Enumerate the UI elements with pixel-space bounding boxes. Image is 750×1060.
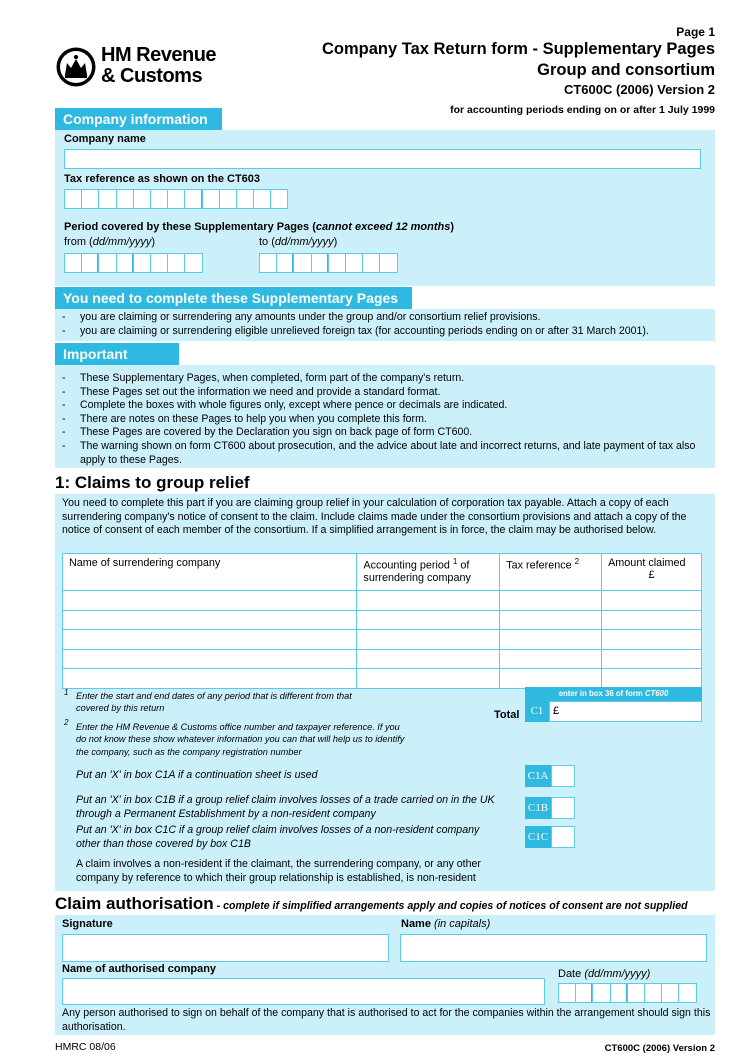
table-cell[interactable] xyxy=(500,649,602,669)
total-unit: £ xyxy=(553,705,560,717)
col-name-label: Name of surrendering company xyxy=(69,557,221,569)
table-row xyxy=(63,649,702,669)
crown-crest-icon xyxy=(55,46,97,88)
to-label-italic: dd/mm/yyyy xyxy=(274,236,334,248)
period-label-end: ) xyxy=(450,221,455,233)
name-label xyxy=(401,918,490,930)
company-info-heading: Company information xyxy=(55,108,222,130)
company-name-field[interactable] xyxy=(64,149,701,169)
footnote-1-num: 1 xyxy=(64,688,69,697)
table-row xyxy=(63,610,702,630)
nonresident-note: A claim involves a non-resident if the claimant, the surrendering company, or any other company by reference to which their group relationship is established, is non-resident xyxy=(76,858,481,884)
table-cell[interactable] xyxy=(500,610,602,630)
table-cell[interactable] xyxy=(63,591,357,611)
important-heading: Important xyxy=(55,343,179,365)
section1-intro: You need to complete this part if you are claiming group relief in your calculation of corporation tax payable. Attach a copy of each surrendering company's notice of consent to the claim. Include claims made under the consortium provisions and attach a copy of the notice of consent of each member of the consortium. If a simplified arrangement is in force, the claim may be authorised below. xyxy=(62,497,687,537)
from-label-italic: dd/mm/yyyy xyxy=(92,236,152,248)
table-cell[interactable] xyxy=(500,591,602,611)
page-title: Company Tax Return form - Supplementary Pages xyxy=(321,40,715,58)
date-label xyxy=(558,968,650,980)
c1a-checkbox[interactable] xyxy=(551,765,575,787)
name-field[interactable] xyxy=(400,934,707,962)
table-cell[interactable] xyxy=(357,669,500,689)
c1c-checkbox[interactable] xyxy=(551,826,575,848)
c1a-box-label: C1A xyxy=(525,765,551,787)
company-authorised-field[interactable] xyxy=(62,978,545,1005)
to-label-end: ) xyxy=(333,236,338,248)
total-label: Total xyxy=(494,709,520,721)
table-cell[interactable] xyxy=(602,591,702,611)
col-amount-claimed xyxy=(602,554,702,591)
c1c-text: Put an 'X' in box C1C if a group relief claim involves losses of a non-resident company other than those covered by box C1B xyxy=(76,824,480,850)
total-box-label: C1 xyxy=(525,701,549,722)
enter-box-note-text: enter in box 36 of form xyxy=(558,689,643,698)
table-cell[interactable] xyxy=(357,630,500,650)
periods-note: for accounting periods ending on or after 1 July 1999 xyxy=(450,104,715,116)
authorisation-title: Claim authorisation xyxy=(55,894,214,913)
period-label-text: Period covered by these Supplementary Pages ( xyxy=(64,221,316,233)
group-relief-table xyxy=(62,553,702,689)
col-period-label: Accounting period xyxy=(363,559,450,572)
period-label xyxy=(64,221,454,233)
table-cell[interactable] xyxy=(357,591,500,611)
authorisation-note: Any person authorised to sign on behalf of the company that is authorised to act for the companies within the arrangement should sign this authorisation. xyxy=(62,1007,711,1033)
to-label xyxy=(259,236,337,248)
table-cell[interactable] xyxy=(500,630,602,650)
important-item-6: - The warning shown on form CT600 about prosecution, and the advice about late and incorrect returns, and late payment of tax also apply to these Pages. xyxy=(62,440,702,467)
total-amount-field[interactable] xyxy=(549,701,702,722)
table-row xyxy=(63,669,702,689)
footnote-1: Enter the start and end dates of any period that is different from that covered by this return xyxy=(76,691,352,714)
table-row xyxy=(63,591,702,611)
company-name-label: Company name xyxy=(64,133,146,145)
col-accounting-period xyxy=(357,554,500,591)
table-cell[interactable] xyxy=(602,630,702,650)
col-period-tail: of surrendering company xyxy=(363,559,471,584)
c1b-box-label: C1B xyxy=(525,797,551,819)
hmrc-logo xyxy=(55,44,225,90)
important-list xyxy=(62,372,702,467)
signature-field[interactable] xyxy=(62,934,389,962)
footer-left: HMRC 08/06 xyxy=(55,1041,116,1053)
date-cells[interactable] xyxy=(558,983,696,1003)
table-cell[interactable] xyxy=(63,669,357,689)
enter-box-note xyxy=(525,687,702,701)
footnote-2: Enter the HM Revenue & Customs office number and taxpayer reference. If you do not know these show whatever information you can that will help us to identify the company, such as the company registration number xyxy=(76,722,405,757)
name-label-text: Name xyxy=(401,918,431,930)
table-cell[interactable] xyxy=(500,669,602,689)
period-label-italic: cannot exceed 12 months xyxy=(315,221,451,233)
col-period-sup: 1 xyxy=(452,557,458,566)
form-code: CT600C (2006) Version 2 xyxy=(563,82,715,97)
signature-label: Signature xyxy=(62,918,113,930)
important-item-2: - These Pages set out the information we need and provide a standard format. xyxy=(62,386,702,400)
date-label-italic: (dd/mm/yyyy) xyxy=(584,968,651,980)
footer-right: CT600C (2006) Version 2 xyxy=(604,1043,715,1054)
table-cell[interactable] xyxy=(602,649,702,669)
to-label-text: to ( xyxy=(259,236,275,248)
table-cell[interactable] xyxy=(63,630,357,650)
col-amount-label: Amount claimed xyxy=(608,557,686,569)
table-cell[interactable] xyxy=(63,610,357,630)
name-label-italic: (in capitals) xyxy=(434,918,491,930)
complete-if-item-2: - you are claiming or surrendering eligible unrelieved foreign tax (for accounting periods ending on or after 31 March 2001). xyxy=(62,325,712,339)
logo-line-1: HM Revenue xyxy=(101,44,217,66)
authorisation-title-row xyxy=(55,894,688,914)
enter-box-note-form: CT600 xyxy=(644,689,669,698)
from-label-text: from ( xyxy=(64,236,93,248)
logo-line-2: & Customs xyxy=(101,65,203,87)
table-row xyxy=(63,630,702,650)
period-to-cells[interactable] xyxy=(259,253,397,273)
c1b-text: Put an 'X' in box C1B if a group relief claim involves losses of a trade carried on in the UK through a Permanent Establishment by a non-resident company xyxy=(76,794,495,820)
col-surrendering-company xyxy=(63,554,357,591)
col-amount-unit: £ xyxy=(648,569,655,581)
important-item-1: - These Supplementary Pages, when completed, form part of the company's return. xyxy=(62,372,702,386)
col-tax-reference xyxy=(500,554,602,591)
important-item-5: - These Pages are covered by the Declaration you sign on back page of form CT600. xyxy=(62,426,702,440)
c1c-box-label: C1C xyxy=(525,826,551,848)
table-cell[interactable] xyxy=(63,649,357,669)
footnote-2-num: 2 xyxy=(64,718,69,727)
authorisation-subtitle: - complete if simplified arrangements apply and copies of notices of consent are not supplied xyxy=(213,900,688,912)
from-label-end: ) xyxy=(151,236,156,248)
from-label xyxy=(64,236,155,248)
important-item-3: - Complete the boxes with whole figures only, except where pence or decimals are indicated. xyxy=(62,399,702,413)
c1a-text: Put an 'X' in box C1A if a continuation sheet is used xyxy=(76,769,318,781)
important-item-4: - There are notes on these Pages to help you when you complete this form. xyxy=(62,413,702,427)
page-number: Page 1 xyxy=(676,25,715,39)
period-from-cells[interactable] xyxy=(64,253,202,273)
complete-if-list xyxy=(62,311,712,338)
tax-ref-cells[interactable] xyxy=(64,189,287,209)
col-taxref-label: Tax reference xyxy=(506,559,572,572)
section1-title: 1: Claims to group relief xyxy=(55,473,250,492)
table-cell[interactable] xyxy=(602,669,702,689)
page-subtitle: Group and consortium xyxy=(537,61,715,79)
tax-ref-label: Tax reference as shown on the CT603 xyxy=(64,173,261,185)
company-authorised-label: Name of authorised company xyxy=(62,963,217,975)
date-label-text: Date xyxy=(558,968,582,980)
table-cell[interactable] xyxy=(602,610,702,630)
c1b-checkbox[interactable] xyxy=(551,797,575,819)
col-taxref-sup: 2 xyxy=(574,557,580,566)
complete-if-item-1: - you are claiming or surrendering any amounts under the group and/or consortium relief provisions. xyxy=(62,311,712,325)
table-cell[interactable] xyxy=(357,649,500,669)
complete-if-heading: You need to complete these Supplementary Pages xyxy=(55,287,412,309)
table-cell[interactable] xyxy=(357,610,500,630)
